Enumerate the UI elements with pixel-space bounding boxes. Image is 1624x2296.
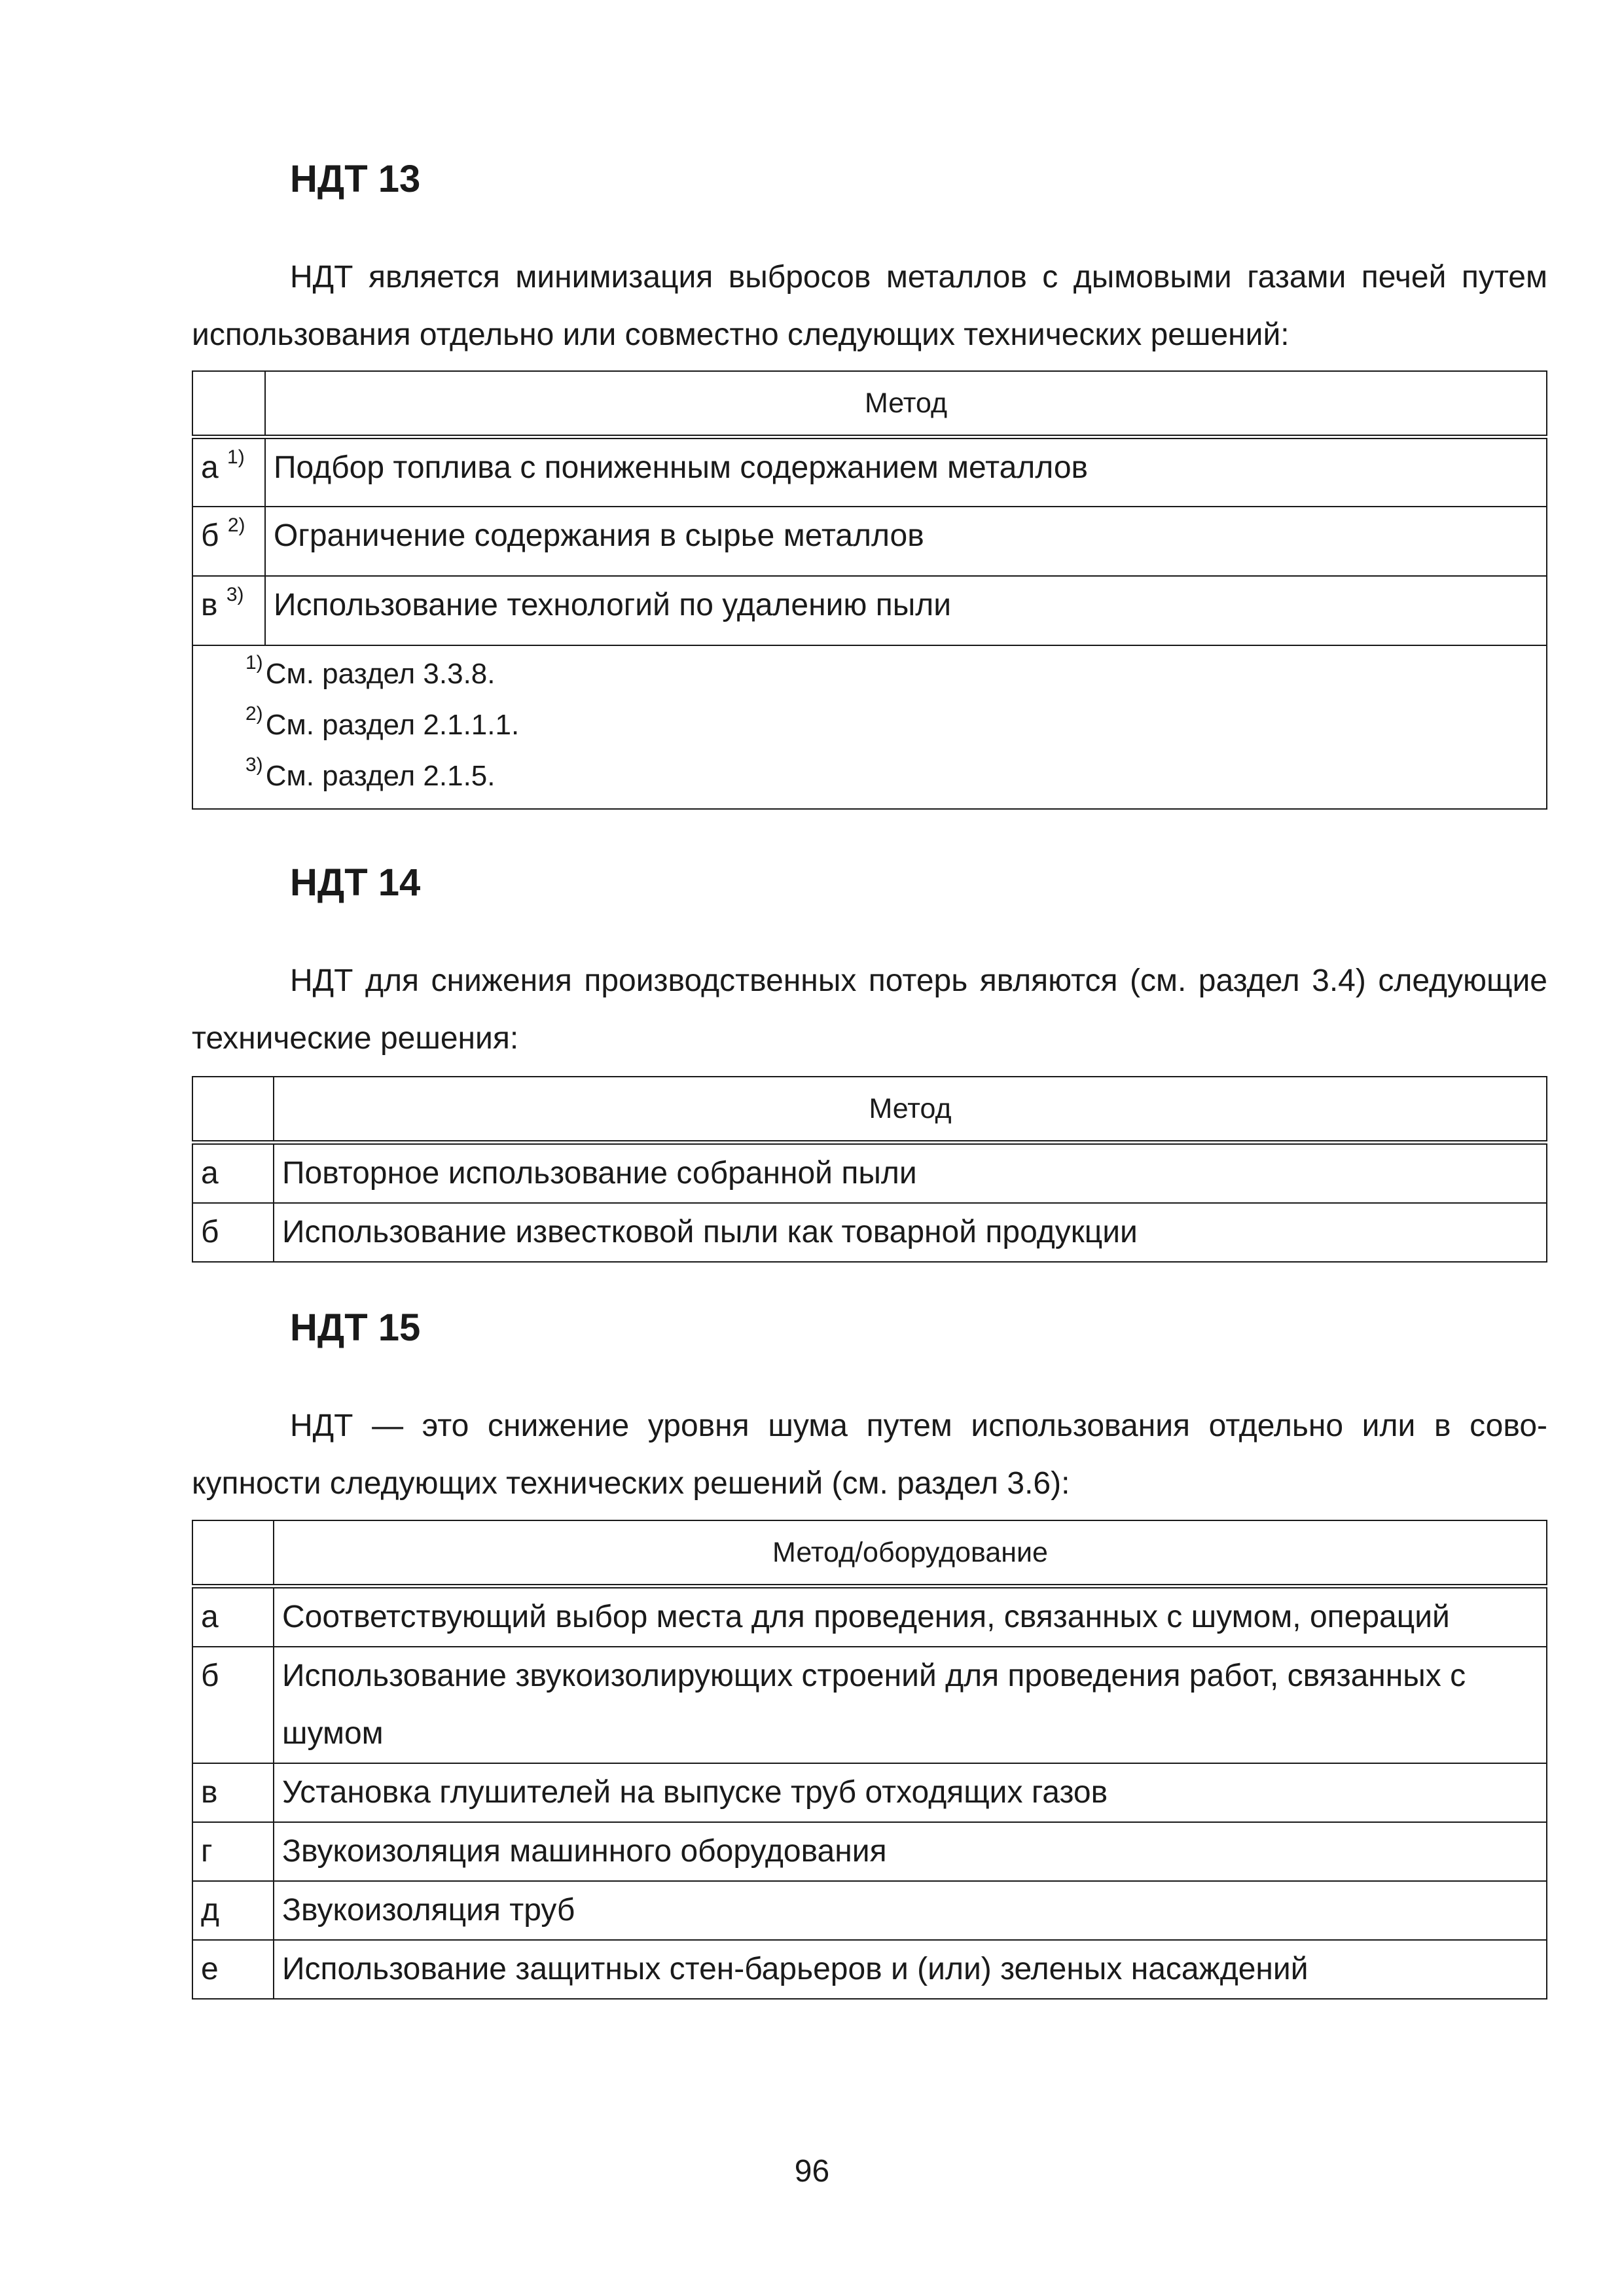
row-text: Использование звукоизолирующих строений для проведения работ, связанных с шумом — [274, 1647, 1547, 1763]
row-key: в — [192, 1763, 274, 1822]
row-key: б — [192, 1647, 274, 1763]
row-text: Звукоизоляция труб — [274, 1881, 1547, 1940]
table-row — [192, 1647, 1547, 1763]
row-key-cell — [192, 576, 265, 645]
paragraph-text: НДТ — это снижение уровня шума путем использования отдельно или в совокупности следующих технических решений (см. раздел 3.6): — [192, 1408, 1547, 1501]
section-paragraph-ndt-15 — [192, 1397, 1547, 1513]
footnote-text: См. раздел 2.1.1.1. — [265, 708, 520, 741]
table-row — [192, 507, 1547, 576]
footnote — [193, 649, 1546, 700]
row-key: б — [192, 1203, 274, 1262]
table-header-method: Метод — [274, 1077, 1547, 1143]
row-key: д — [192, 1881, 274, 1940]
footnote-text: См. раздел 3.3.8. — [265, 657, 496, 690]
method-table-ndt-13 — [192, 370, 1547, 810]
page-number: 96 — [794, 2154, 830, 2189]
method-table-ndt-14 — [192, 1076, 1547, 1263]
table-row — [192, 1881, 1547, 1940]
section-paragraph-ndt-14 — [192, 952, 1547, 1067]
row-key-cell — [192, 507, 265, 576]
row-key: а — [192, 1587, 274, 1647]
paragraph-text: НДТ для снижения производственных потерь являются (см. раздел 3.4) следующие технические решения: — [192, 963, 1547, 1056]
table-header-method: Метод/оборудование — [274, 1520, 1547, 1587]
footnote — [193, 700, 1546, 751]
table-header-key-cell — [192, 371, 265, 437]
row-text: Соответствующий выбор места для проведения, связанных с шумом, операций — [274, 1587, 1547, 1647]
table-row — [192, 1203, 1547, 1262]
row-text: Использование известковой пыли как товарной продукции — [274, 1203, 1547, 1262]
section-paragraph-ndt-13 — [192, 249, 1547, 364]
row-text: Подбор топлива с пониженным содержанием металлов — [265, 437, 1547, 507]
row-key: а — [192, 1143, 274, 1204]
row-footnote-mark: 3) — [226, 583, 244, 605]
table-header-row — [192, 1077, 1547, 1143]
table-header-row — [192, 1520, 1547, 1587]
table-row — [192, 1587, 1547, 1647]
footnote-mark: 2) — [245, 702, 263, 725]
table-row — [192, 576, 1547, 645]
table-notes-row — [192, 645, 1547, 809]
table-header-key-cell — [192, 1077, 274, 1143]
table-row — [192, 437, 1547, 507]
section-heading-ndt-14: НДТ 14 — [290, 861, 421, 904]
row-footnote-mark: 1) — [227, 446, 245, 468]
table-row — [192, 1822, 1547, 1881]
row-key: в — [201, 587, 218, 622]
section-heading-ndt-15: НДТ 15 — [290, 1306, 421, 1349]
row-key: е — [192, 1940, 274, 1999]
footnote — [193, 751, 1546, 802]
table-notes-cell — [192, 645, 1547, 809]
table-header-key-cell — [192, 1520, 274, 1587]
row-text: Повторное использование собранной пыли — [274, 1143, 1547, 1204]
table-header-row — [192, 371, 1547, 437]
row-key: а — [201, 450, 219, 485]
row-footnote-mark: 2) — [227, 514, 245, 536]
method-table-ndt-15 — [192, 1520, 1547, 2000]
row-text: Звукоизоляция машинного оборудования — [274, 1822, 1547, 1881]
footnote-text: См. раздел 2.1.5. — [265, 759, 496, 792]
footnote-mark: 1) — [245, 651, 263, 673]
table-row — [192, 1763, 1547, 1822]
row-key-cell — [192, 437, 265, 507]
row-key: б — [201, 518, 219, 553]
footnote-mark: 3) — [245, 753, 263, 776]
row-text: Использование технологий по удалению пыли — [265, 576, 1547, 645]
row-text: Ограничение содержания в сырье металлов — [265, 507, 1547, 576]
row-text: Установка глушителей на выпуске труб отходящих газов — [274, 1763, 1547, 1822]
table-row — [192, 1143, 1547, 1204]
row-text: Использование защитных стен-барьеров и (или) зеленых насаждений — [274, 1940, 1547, 1999]
row-key: г — [192, 1822, 274, 1881]
table-row — [192, 1940, 1547, 1999]
table-header-method: Метод — [265, 371, 1547, 437]
paragraph-text: НДТ является минимизация выбросов металлов с дымовыми газами печей путем использования отдельно или совместно следующих технических решений: — [192, 260, 1547, 352]
section-heading-ndt-13: НДТ 13 — [290, 158, 421, 200]
